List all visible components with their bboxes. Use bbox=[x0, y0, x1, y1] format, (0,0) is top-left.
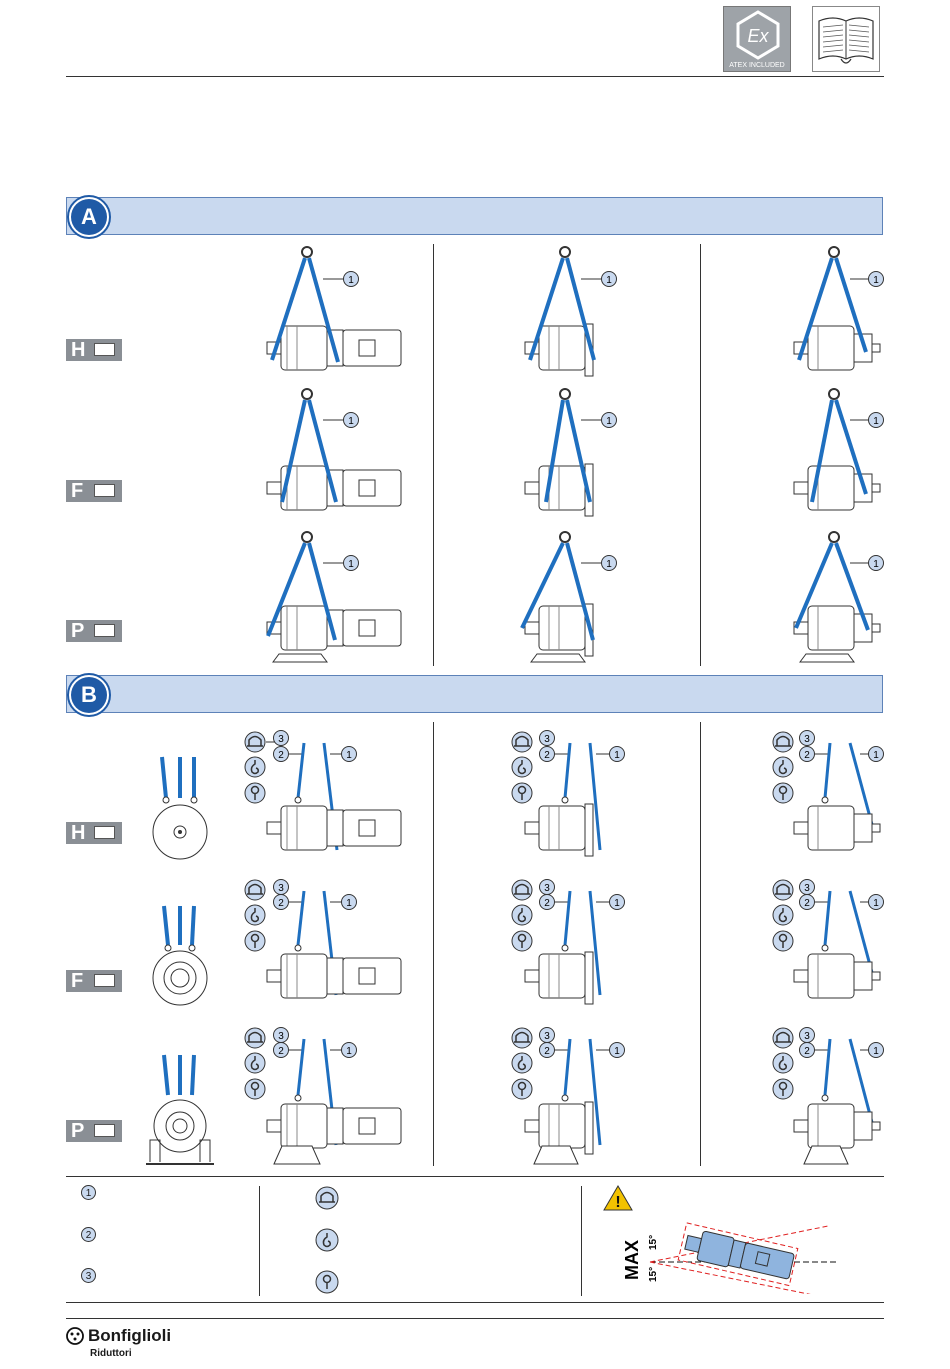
mount-badge-b-f: F bbox=[66, 970, 122, 992]
legend-top-rule bbox=[66, 1176, 884, 1177]
callout-b-p1-3: 3 bbox=[278, 1031, 284, 1042]
legend-icons bbox=[313, 1184, 343, 1304]
callout-b-p1-2: 2 bbox=[278, 1046, 284, 1057]
footer-rule bbox=[66, 1318, 884, 1319]
svg-text:Ex: Ex bbox=[747, 26, 769, 46]
b-h-col3 bbox=[773, 731, 884, 851]
a-p-col2 bbox=[522, 532, 617, 662]
mount-badge-a-h: H bbox=[66, 339, 122, 361]
tilted-gearmotor bbox=[678, 1223, 798, 1286]
section-a-letter: A bbox=[71, 199, 107, 235]
callout-b-h3-1: 1 bbox=[873, 750, 879, 761]
warning-icon bbox=[604, 1186, 632, 1211]
callout-b-h1-2: 2 bbox=[278, 750, 284, 761]
callout-b-h3-2: 2 bbox=[804, 750, 810, 761]
legend-divider-1 bbox=[259, 1186, 260, 1296]
callout-b-h1-1: 1 bbox=[346, 750, 352, 761]
callout-b-f1-3: 3 bbox=[278, 883, 284, 894]
legend-number-2: 2 bbox=[81, 1227, 96, 1242]
callout-b-p3-3: 3 bbox=[804, 1031, 810, 1042]
callout-b-p3-2: 2 bbox=[804, 1046, 810, 1057]
b-h-col2 bbox=[512, 731, 625, 857]
angle-bottom: 15° bbox=[648, 1266, 659, 1282]
brand-name: Bonfiglioli bbox=[88, 1326, 172, 1345]
angle-top: 15° bbox=[648, 1234, 659, 1250]
callout-b-f1-1: 1 bbox=[346, 898, 352, 909]
b-h-front-view bbox=[153, 757, 207, 859]
callout-b-f2-1: 1 bbox=[614, 898, 620, 909]
shackle-icon bbox=[316, 1187, 338, 1209]
b-f-col1 bbox=[245, 880, 401, 999]
callout-a-p-2: 1 bbox=[606, 559, 612, 570]
brand-subtitle: Riduttori bbox=[90, 1348, 132, 1359]
a-f-col2 bbox=[525, 389, 617, 516]
svg-text:!: ! bbox=[615, 1194, 621, 1211]
mount-badge-a-f: F bbox=[66, 480, 122, 502]
atex-caption: ATEX INCLUDED bbox=[729, 62, 785, 69]
callout-a-h-1: 1 bbox=[348, 275, 354, 286]
callout-b-f2-3: 3 bbox=[544, 883, 550, 894]
b-f-col2 bbox=[512, 880, 625, 1005]
a-p-col3 bbox=[794, 532, 884, 662]
b-p-front-view bbox=[146, 1055, 214, 1164]
hook-icon bbox=[316, 1229, 338, 1251]
a-p-col1 bbox=[267, 532, 401, 662]
a-f-col3 bbox=[794, 389, 884, 510]
callout-a-h-3: 1 bbox=[873, 275, 879, 286]
callout-b-p1-1: 1 bbox=[346, 1046, 352, 1057]
legend-divider-2 bbox=[581, 1186, 582, 1296]
a-f-col1 bbox=[267, 389, 401, 510]
callout-b-f3-2: 2 bbox=[804, 898, 810, 909]
callout-b-h2-3: 3 bbox=[544, 734, 550, 745]
legend-number-1: 1 bbox=[81, 1185, 96, 1200]
tilt-limit-diagram bbox=[602, 1184, 862, 1294]
section-b-letter: B bbox=[71, 677, 107, 713]
callout-b-f2-2: 2 bbox=[544, 898, 550, 909]
callout-b-h2-1: 1 bbox=[614, 750, 620, 761]
b-p-col2 bbox=[512, 1028, 625, 1165]
callout-b-p2-3: 3 bbox=[544, 1031, 550, 1042]
callout-b-f3-1: 1 bbox=[873, 898, 879, 909]
eyebolt-icon bbox=[316, 1271, 338, 1293]
max-label: MAX bbox=[622, 1240, 642, 1280]
callout-a-p-1: 1 bbox=[348, 559, 354, 570]
b-f-front-view bbox=[153, 906, 207, 1005]
a-h-col3 bbox=[794, 247, 884, 370]
legend-number-3: 3 bbox=[81, 1268, 96, 1283]
callout-b-p2-1: 1 bbox=[614, 1046, 620, 1057]
callout-a-h-2: 1 bbox=[606, 275, 612, 286]
mount-badge-b-p: P bbox=[66, 1120, 122, 1142]
bonfiglioli-logo-icon bbox=[66, 1327, 84, 1350]
callout-a-f-1: 1 bbox=[348, 416, 354, 427]
callout-b-p2-2: 2 bbox=[544, 1046, 550, 1057]
b-p-col1 bbox=[245, 1028, 401, 1165]
callout-b-h2-2: 2 bbox=[544, 750, 550, 761]
callout-b-h3-3: 3 bbox=[804, 734, 810, 745]
b-p-col3 bbox=[773, 1028, 884, 1165]
callout-a-f-3: 1 bbox=[873, 416, 879, 427]
callout-b-p3-1: 1 bbox=[873, 1046, 879, 1057]
a-h-col1 bbox=[267, 247, 401, 370]
callout-a-f-2: 1 bbox=[606, 416, 612, 427]
mount-badge-b-h: H bbox=[66, 822, 122, 844]
callout-b-f3-3: 3 bbox=[804, 883, 810, 894]
callout-a-p-3: 1 bbox=[873, 559, 879, 570]
a-h-col2 bbox=[525, 247, 617, 376]
callout-b-f1-2: 2 bbox=[278, 898, 284, 909]
b-h-col1 bbox=[245, 731, 401, 851]
mount-badge-a-p: P bbox=[66, 620, 122, 642]
b-f-col3 bbox=[773, 880, 884, 999]
callout-b-h1-3: 3 bbox=[278, 734, 284, 745]
legend-bottom-rule bbox=[66, 1302, 884, 1303]
